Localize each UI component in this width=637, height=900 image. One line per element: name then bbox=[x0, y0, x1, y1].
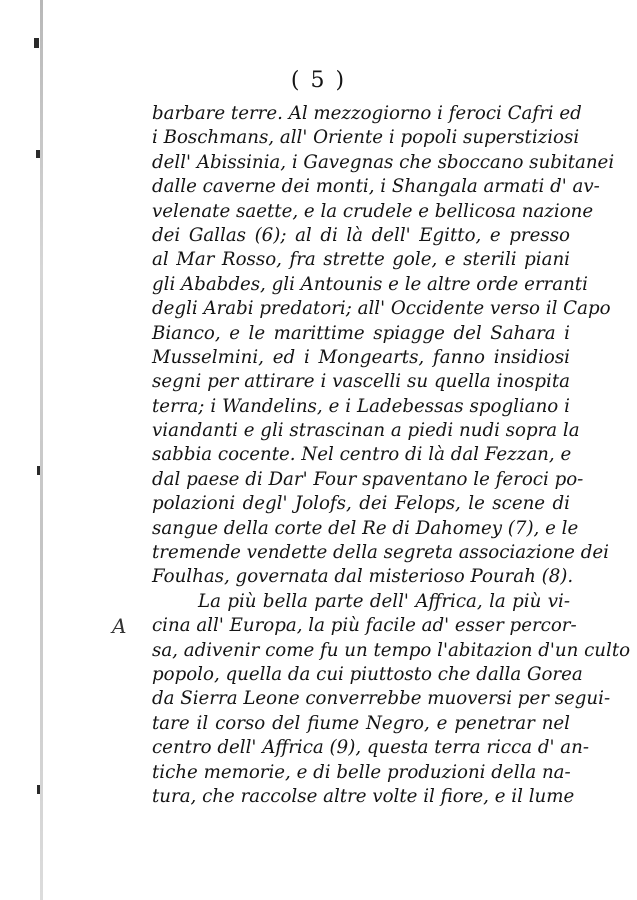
gutter-mark bbox=[36, 150, 40, 158]
text-line: dei Gallas (6); al di là dell' Egitto, e presso bbox=[152, 224, 570, 246]
text-line: barbare terre. Al mezzogiorno i feroci Cafri ed bbox=[152, 103, 582, 124]
text-line: polazioni degl' Jolofs, dei Felops, le scene di bbox=[152, 493, 570, 515]
text-line: tremende vendette della segreta associazione dei bbox=[152, 542, 609, 564]
text-line: gli Ababdes, gli Antounis e le altre orde erranti bbox=[152, 273, 588, 295]
text-line: da Sierra Leone converrebbe muoversi per segui- bbox=[152, 688, 611, 710]
text-line: Musselmini, ed i Mongearts, fanno insidiosi bbox=[152, 346, 570, 368]
text-line: Foulhas, governata dal misterioso Pourah (8). bbox=[152, 566, 574, 588]
binding-edge-line bbox=[40, 0, 43, 900]
text-line: sa, adivenir come fu un tempo l'abitazion d'un culto bbox=[152, 639, 631, 661]
margin-note: A bbox=[112, 614, 127, 638]
body-text bbox=[152, 102, 631, 809]
text-line: al Mar Rosso, fra strette gole, e sterili piani bbox=[152, 249, 570, 271]
gutter-mark bbox=[37, 785, 40, 794]
binding-gutter bbox=[0, 0, 48, 900]
text-line: popolo, quella da cui piuttosto che dalla Gorea bbox=[152, 663, 583, 685]
text-line: i Boschmans, all' Oriente i popoli superstiziosi bbox=[152, 127, 580, 149]
text-line: dal paese di Dar' Four spaventano le feroci po- bbox=[152, 468, 584, 490]
text-line: tiche memorie, e di belle produzioni della na- bbox=[152, 761, 571, 783]
text-line: La più bella parte dell' Affrica, la più vi- bbox=[198, 590, 570, 612]
text-line: dalle caverne dei monti, i Shangala armati d' av- bbox=[152, 176, 600, 198]
text-line: sangue della corte del Re di Dahomey (7), e le bbox=[152, 517, 579, 539]
text-line: dell' Abissinia, i Gavegnas che sboccano subitanei bbox=[152, 151, 615, 173]
text-line: terra; i Wandelins, e i Ladebessas spogliano i bbox=[152, 395, 570, 417]
text-line: Bianco, e le marittime spiagge del Sahara i bbox=[152, 322, 570, 344]
gutter-mark bbox=[34, 38, 39, 48]
text-line: centro dell' Affrica (9), questa terra ricca d' an- bbox=[152, 737, 589, 759]
text-line: segni per attirare i vascelli su quella inospita bbox=[152, 371, 570, 393]
gutter-mark bbox=[37, 466, 40, 475]
text-line: tura, che raccolse altre volte il fiore, e il lume bbox=[152, 785, 575, 807]
text-line: velenate saette, e la crudele e bellicosa nazione bbox=[152, 200, 594, 222]
text-line: sabbia cocente. Nel centro di là dal Fezzan, e bbox=[152, 444, 572, 466]
text-line: tare il corso del fiume Negro, e penetrar nel bbox=[152, 712, 570, 734]
text-line: viandanti e gli strascinan a piedi nudi sopra la bbox=[152, 420, 580, 442]
text-line: degli Arabi predatori; all' Occidente verso il Capo bbox=[152, 298, 611, 320]
page-number: ( 5 ) bbox=[290, 68, 347, 93]
text-line: cina all' Europa, la più facile ad' esser percor- bbox=[152, 615, 577, 637]
